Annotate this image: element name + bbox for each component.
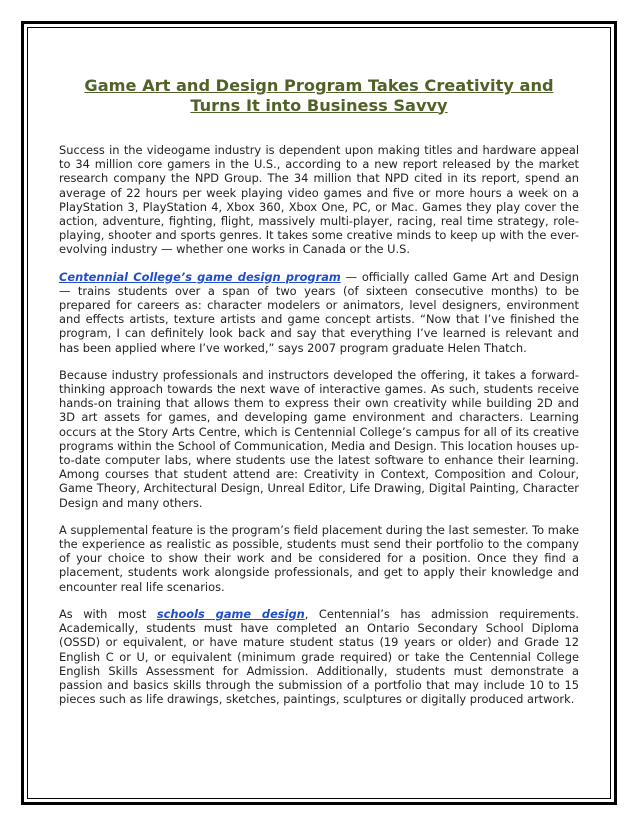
game-design-program-link[interactable]: Centennial College’s game design program (59, 269, 341, 284)
paragraph-program-text: — officially called Game Art and Design — trains students over a span of two years (of sixteen consecutive months) to be prepared for careers as: character modelers or animators, level designers, environment and effects artists, texture artists and game concept artists. “Now that I’ve finished the program, I can definitely look back and say that everything I’ve learned is relevant and has been applied where I’ve worked,” says 2007 program graduate Helen Thatch. (59, 269, 579, 355)
paragraph-admission-start: As with most (59, 606, 157, 621)
paragraph-admission-text: , Centennial’s has admission requirements. Academically, students must have completed an Ontario Secondary School Diploma (OSSD) or equivalent, or have mature student status (19 years or older) and Grade 12 English C or U, or equivalent (minimum grade required) or take the Centennial College English Skills Assessment for Admission. Additionally, students must demonstrate a passion and basics skills through the submission of a portfolio that may include 10 to 15 pieces such as life drawings, sketches, paintings, sculptures or digitally produced artwork. (59, 606, 579, 707)
paragraph-curriculum: Because industry professionals and instructors developed the offering, it takes a forward-thinking approach towards the next wave of interactive games. As such, students receive hands-on training that allows them to express their own creativity while building 2D and 3D art assets for games, and developing game environment and characters. Learning occurs at the Story Arts Centre, which is Centennial College’s campus for all of its creative programs within the School of Communication, Media and Design. This location houses up-to-date computer labs, where students use the latest software to enhance their learning. Among courses that student attend are: Creativity in Context, Composition and Colour, Game Theory, Architectural Design, Unreal Editor, Life Drawing, Digital Painting, Character Design and many others. (59, 367, 579, 510)
paragraph-placement: A supplemental feature is the program’s field placement during the last semester. To make the experience as realistic as possible, students must send their portfolio to the company of your choice to show their work and be considered for a position. Once they find a placement, students work alongside professionals, and get to apply their knowledge and encounter real life scenarios. (59, 522, 579, 594)
article (59, 76, 579, 706)
paragraph-program (59, 270, 579, 355)
paragraph-admission (59, 607, 579, 706)
schools-game-design-link[interactable]: schools game design (156, 606, 305, 621)
article-title: Game Art and Design Program Takes Creativity and Turns It into Business Savvy (84, 76, 554, 115)
paragraph-intro: Success in the videogame industry is dependent upon making titles and hardware appeal to 34 million core gamers in the U.S., according to a new report released by the market research company the NPD Group. The 34 million that NPD cited in its report, spend an average of 22 hours per week playing video games and five or more hours a week on a PlayStation 3, PlayStation 4, Xbox 360, Xbox One, PC, or Mac. Games they play cover the action, adventure, fighting, flight, massively multi-player, racing, real time strategy, role-playing, shooter and sports genres. It takes some creative minds to keep up with the ever-evolving industry — whether one works in Canada or the U.S. (59, 143, 579, 257)
